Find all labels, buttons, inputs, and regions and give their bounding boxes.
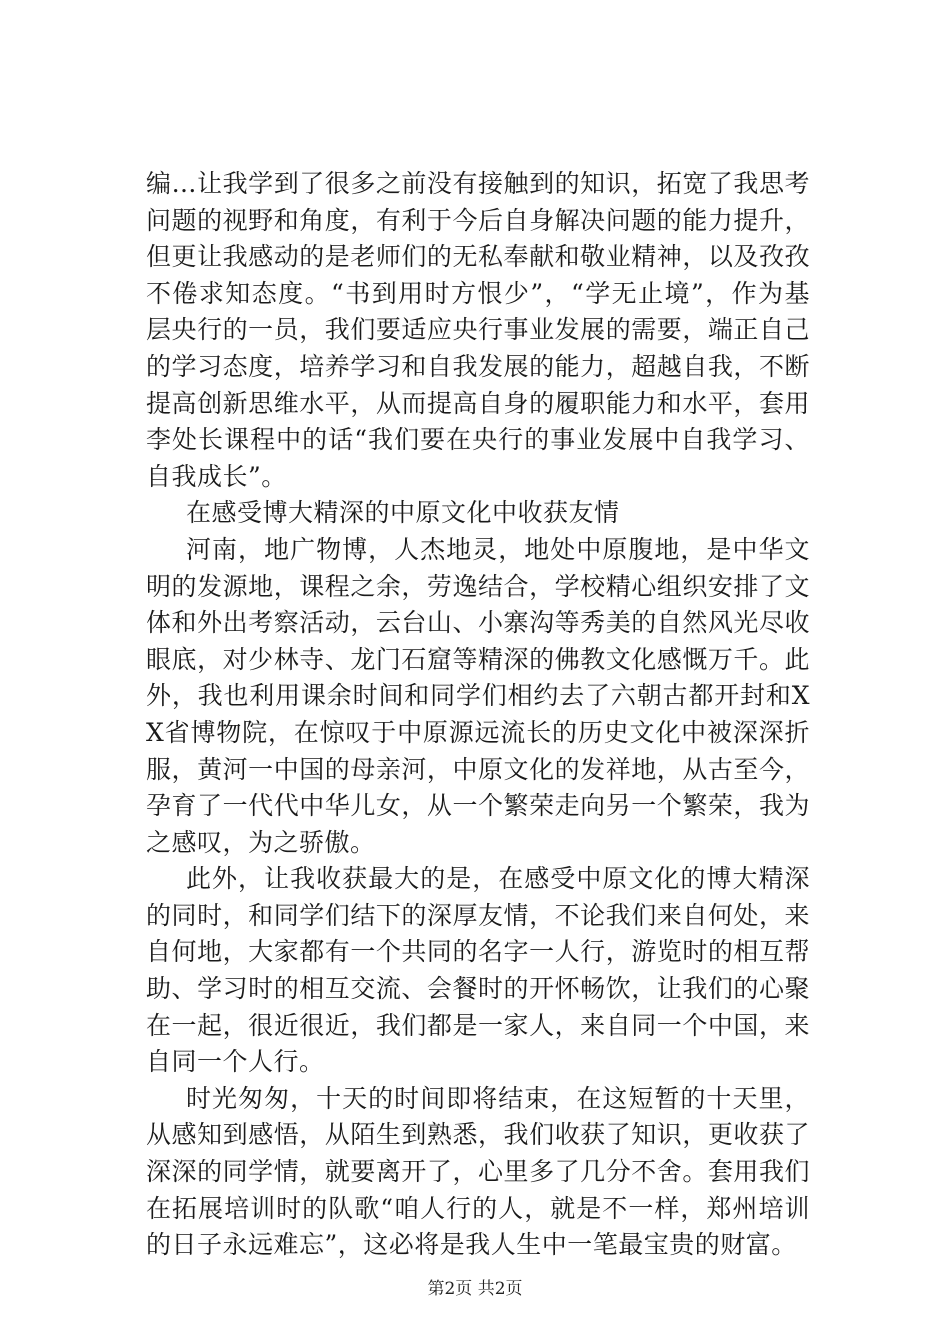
paragraph-continuation: 编…让我学到了很多之前没有接触到的知识，拓宽了我思考问题的视野和角度，有利于今后自身解决问题的能力提升，但更让我感动的是老师们的无私奉献和敬业精神，以及孜孜不倦求知态度。“书到用时方恨少”，“学无止境”，作为基层央行的一员，我们要适应央行事业发展的需要，端正自己的学习态度，培养学习和自我发展的能力，超越自我，不断提高创新思维水平，从而提高自身的履职能力和水平，套用李处长课程中的话“我们要在央行的事业发展中自我学习、自我成长”。: [146, 169, 810, 491]
paragraph-friendship: 此外，让我收获最大的是，在感受中原文化的博大精深的同时，和同学们结下的深厚友情，不论我们来自何处，来自何地，大家都有一个共同的名字一人行，游览时的相互帮助、学习时的相互交流、会餐时的开怀畅饮，让我们的心聚在一起，很近很近，我们都是一家人，来自同一个中国，来自同一个人行。: [146, 864, 810, 1077]
section-heading: 在感受博大精深的中原文化中收获友情: [186, 498, 620, 528]
paragraph-henan: 河南，地广物博，人杰地灵，地处中原腹地，是中华文明的发源地，课程之余，劳逸结合，学校精心组织安排了文体和外出考察活动，云台山、小寨沟等秀美的自然风光尽收眼底，对少林寺、龙门石窟等精深的佛教文化感慨万千。此外，我也利用课余时间和同学们相约去了六朝古都开封和XX省博物院，在惊叹于中原源远流长的历史文化中被深深折服，黄河一中国的母亲河，中原文化的发祥地，从古至今，孕育了一代代中华儿女，从一个繁荣走向另一个繁荣，我为之感叹，为之骄傲。: [146, 534, 810, 857]
paragraph-closing: 时光匆匆，十天的时间即将结束，在这短暂的十天里，从感知到感悟，从陌生到熟悉，我们收获了知识，更收获了深深的同学情，就要离开了，心里多了几分不舍。套用我们在拓展培训时的队歌“咱人行的人，就是不一样，郑州培训的日子永远难忘”，这必将是我人生中一笔最宝贵的财富。: [146, 1083, 810, 1260]
page-number-footer: 第2页 共2页: [427, 1279, 523, 1299]
document-body: [146, 166, 810, 1264]
